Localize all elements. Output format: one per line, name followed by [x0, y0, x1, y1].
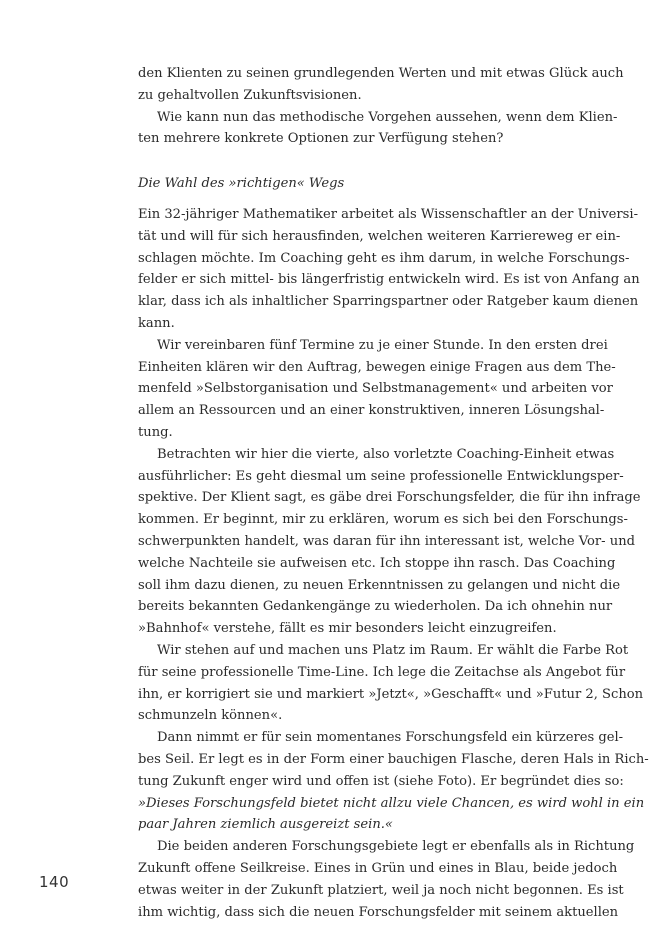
text-line: Betrachten wir hier die vierte, also vorletzte Coaching-Einheit etwas: [157, 446, 615, 462]
text-line: Wie kann nun das methodische Vorgehen aussehen, wenn dem Klien-: [157, 109, 618, 125]
text-line: »Bahnhof« verstehe, fällt es mir besonders leicht einzugreifen.: [138, 621, 557, 637]
text-line: allem an Ressourcen und an einer konstruktiven, inneren Lösungshal-: [138, 403, 605, 419]
text-line: soll ihm dazu dienen, zu neuen Erkenntnissen zu gelangen und nicht die: [138, 577, 621, 593]
text-line: bereits bekannten Gedankengänge zu wiederholen. Da ich ohnehin nur: [138, 599, 613, 615]
text-line: zu gehaltvollen Zukunftsvisionen.: [138, 87, 362, 103]
text-line: paar Jahren ziemlich ausgereizt sein.«: [138, 817, 393, 833]
text-line: ten mehrere konkrete Optionen zur Verfügung stehen?: [138, 131, 504, 147]
text-line: schmunzeln können«.: [138, 708, 283, 724]
text-line: etwas weiter in der Zukunft platziert, weil ja noch nicht begonnen. Es ist: [138, 882, 624, 898]
text-line: Einheiten klären wir den Auftrag, bewegen einige Fragen aus dem The-: [138, 359, 616, 375]
text-line: schwerpunkten handelt, was daran für ihn interessant ist, welche Vor- und: [138, 533, 636, 549]
intro-paragraphs: [138, 63, 624, 150]
text-line: für seine professionelle Time-Line. Ich lege die Zeitachse als Angebot für: [138, 664, 626, 680]
text-line: felder er sich mittel- bis längerfristig entwickeln wird. Es ist von Anfang an: [138, 272, 640, 288]
text-line: Wir vereinbaren fünf Termine zu je einer Stunde. In den ersten drei: [157, 337, 608, 353]
text-line: tung.: [138, 424, 173, 440]
text-line: Zukunft offene Seilkreise. Eines in Grün und eines in Blau, beide jedoch: [138, 860, 618, 876]
text-line: tung Zukunft enger wird und offen ist (siehe Foto). Er begründet dies so:: [138, 773, 624, 789]
text-line: Die beiden anderen Forschungsgebiete legt er ebenfalls als in Richtung: [157, 839, 635, 855]
text-line: welche Nachteile sie aufweisen etc. Ich stoppe ihn rasch. Das Coaching: [138, 555, 616, 571]
text-line: Ein 32-jähriger Mathematiker arbeitet als Wissenschaftler an der Universi-: [138, 207, 638, 222]
text-line: »Dieses Forschungsfeld bietet nicht allzu viele Chancen, es wird wohl in ein: [138, 795, 645, 811]
case-study-paragraphs: [138, 204, 649, 923]
text-line: spektive. Der Klient sagt, es gäbe drei Forschungsfelder, die für ihn infrage: [138, 490, 641, 506]
text-line: ausführlicher: Es geht diesmal um seine professionelle Entwicklungsper-: [138, 468, 624, 484]
text-line: Dann nimmt er für sein momentanes Forschungsfeld ein kürzeres gel-: [157, 730, 624, 746]
text-line: Wir stehen auf und machen uns Platz im Raum. Er wählt die Farbe Rot: [157, 642, 629, 658]
text-line: bes Seil. Er legt es in der Form einer bauchigen Flasche, deren Hals in Rich-: [138, 751, 649, 767]
text-line: schlagen möchte. Im Coaching geht es ihm darum, in welche Forschungs-: [138, 250, 630, 266]
text-line: kommen. Er beginnt, mir zu erklären, worum es sich bei den Forschungs-: [138, 512, 628, 528]
page-number: 140: [39, 873, 70, 891]
text-line: tät und will für sich herausfinden, welchen weiteren Karriereweg er ein-: [138, 228, 621, 244]
text-line: kann.: [138, 315, 175, 331]
text-line: menfeld »Selbstorganisation und Selbstmanagement« und arbeiten vor: [138, 381, 613, 397]
text-line: ihm wichtig, dass sich die neuen Forschungsfelder mit seinem aktuellen: [138, 904, 619, 920]
section-heading: Die Wahl des »richtigen« Wegs: [138, 176, 345, 191]
text-line: ihn, er korrigiert sie und markiert »Jetzt«, »Geschafft« und »Futur 2, Schon: [138, 686, 644, 702]
text-line: den Klienten zu seinen grundlegenden Werten und mit etwas Glück auch: [138, 66, 624, 81]
text-line: klar, dass ich als inhaltlicher Sparringspartner oder Ratgeber kaum dienen: [138, 294, 639, 310]
